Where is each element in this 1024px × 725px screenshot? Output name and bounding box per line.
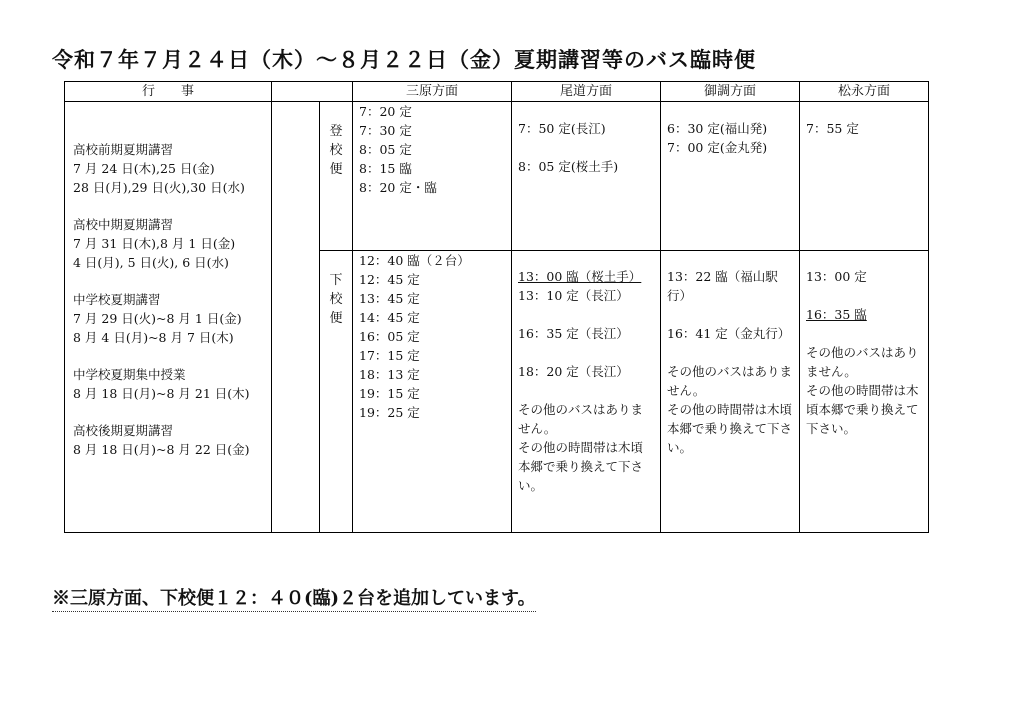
time-entry: 18：13 定 bbox=[359, 367, 420, 382]
header-mitsugi: 御調方面 bbox=[661, 82, 800, 102]
event-item: 高校後期夏期講習 8 月 18 日(月)~8 月 22 日(金) bbox=[73, 423, 250, 457]
time-entry: 17：15 定 bbox=[359, 348, 420, 363]
time-entry: 12：40 臨（２台） bbox=[359, 253, 470, 268]
event-item: 中学校夏期講習 7 月 29 日(火)~8 月 1 日(金) 8 月 4 日(月)~8 月 7 日(木) bbox=[73, 292, 242, 345]
time-entry: 7：30 定 bbox=[359, 123, 412, 138]
time-entry: 13：00 臨（桜土手） bbox=[518, 269, 642, 284]
tokou-sanhara bbox=[353, 102, 512, 251]
time-entry: 18：20 定（長江） bbox=[518, 364, 629, 379]
footer-note: ※三原方面、下校便１２：４０(臨)２台を追加しています。 bbox=[52, 584, 536, 612]
time-entry: 7：00 定(金丸発) bbox=[667, 140, 768, 155]
page-title: 令和７年７月２４日（木）～８月２２日（金）夏期講習等のバス臨時便 bbox=[52, 47, 756, 72]
event-item: 高校前期夏期講習 7 月 24 日(木),25 日(金) 28 日(月),29 日(火),30 日(水) bbox=[73, 142, 245, 195]
time-entry: 16：05 定 bbox=[359, 329, 420, 344]
header-onomichi: 尾道方面 bbox=[512, 82, 661, 102]
bus-schedule-table bbox=[64, 81, 929, 533]
gekou-matsunaga bbox=[800, 251, 929, 533]
tokou-onomichi bbox=[512, 102, 661, 251]
time-entry: 12：45 定 bbox=[359, 272, 420, 287]
time-entry: 7：50 定(長江) bbox=[518, 121, 606, 136]
time-entry: 8：15 臨 bbox=[359, 161, 412, 176]
time-entry: 7：55 定 bbox=[806, 121, 859, 136]
gekou-sanhara bbox=[353, 251, 512, 533]
header-event: 行 事 bbox=[65, 82, 272, 102]
tokou-matsunaga bbox=[800, 102, 929, 251]
time-entry: 16：35 臨 bbox=[806, 307, 867, 322]
header-sanhara: 三原方面 bbox=[353, 82, 512, 102]
note-text: その他の時間帯は木頃本郷で乗り換えて下さい。 bbox=[806, 383, 919, 436]
time-entry: 8：05 定 bbox=[359, 142, 412, 157]
time-entry: 13：10 定（長江） bbox=[518, 288, 629, 303]
note-text: その他のバスはありません。 bbox=[667, 364, 793, 398]
note-text: その他のバスはありません。 bbox=[806, 345, 919, 379]
time-entry: 13：22 臨（福山駅行） bbox=[667, 269, 778, 303]
time-entry: 16：35 定（長江） bbox=[518, 326, 629, 341]
gekou-label: 下 校 便 bbox=[320, 251, 353, 533]
header-matsunaga: 松永方面 bbox=[800, 82, 929, 102]
header-row bbox=[65, 82, 929, 102]
note-text: その他の時間帯は木頃本郷で乗り換えて下さい。 bbox=[518, 440, 644, 493]
note-text: その他のバスはありません。 bbox=[518, 402, 644, 436]
blank-column bbox=[272, 102, 320, 533]
tokou-mitsugi bbox=[661, 102, 800, 251]
event-item: 中学校夏期集中授業 8 月 18 日(月)~8 月 21 日(木) bbox=[73, 367, 250, 401]
gekou-mitsugi bbox=[661, 251, 800, 533]
time-entry: 13：00 定 bbox=[806, 269, 867, 284]
time-entry: 6：30 定(福山発) bbox=[667, 121, 768, 136]
time-entry: 8：20 定・臨 bbox=[359, 180, 437, 195]
time-entry: 13：45 定 bbox=[359, 291, 420, 306]
time-entry: 7：20 定 bbox=[359, 104, 412, 119]
tokou-row bbox=[65, 102, 929, 251]
time-entry: 19：15 定 bbox=[359, 386, 420, 401]
time-entry: 16：41 定（金丸行） bbox=[667, 326, 791, 341]
event-item: 高校中期夏期講習 7 月 31 日(木),8 月 1 日(金) 4 日(月), 5 日(火), 6 日(水) bbox=[73, 217, 236, 270]
time-entry: 19：25 定 bbox=[359, 405, 420, 420]
gekou-onomichi bbox=[512, 251, 661, 533]
note-text: その他の時間帯は木頃本郷で乗り換えて下さい。 bbox=[667, 402, 793, 455]
header-blank bbox=[272, 82, 353, 102]
event-list bbox=[65, 102, 272, 533]
time-entry: 8：05 定(桜土手) bbox=[518, 159, 619, 174]
tokou-label: 登 校 便 bbox=[320, 102, 353, 251]
time-entry: 14：45 定 bbox=[359, 310, 420, 325]
